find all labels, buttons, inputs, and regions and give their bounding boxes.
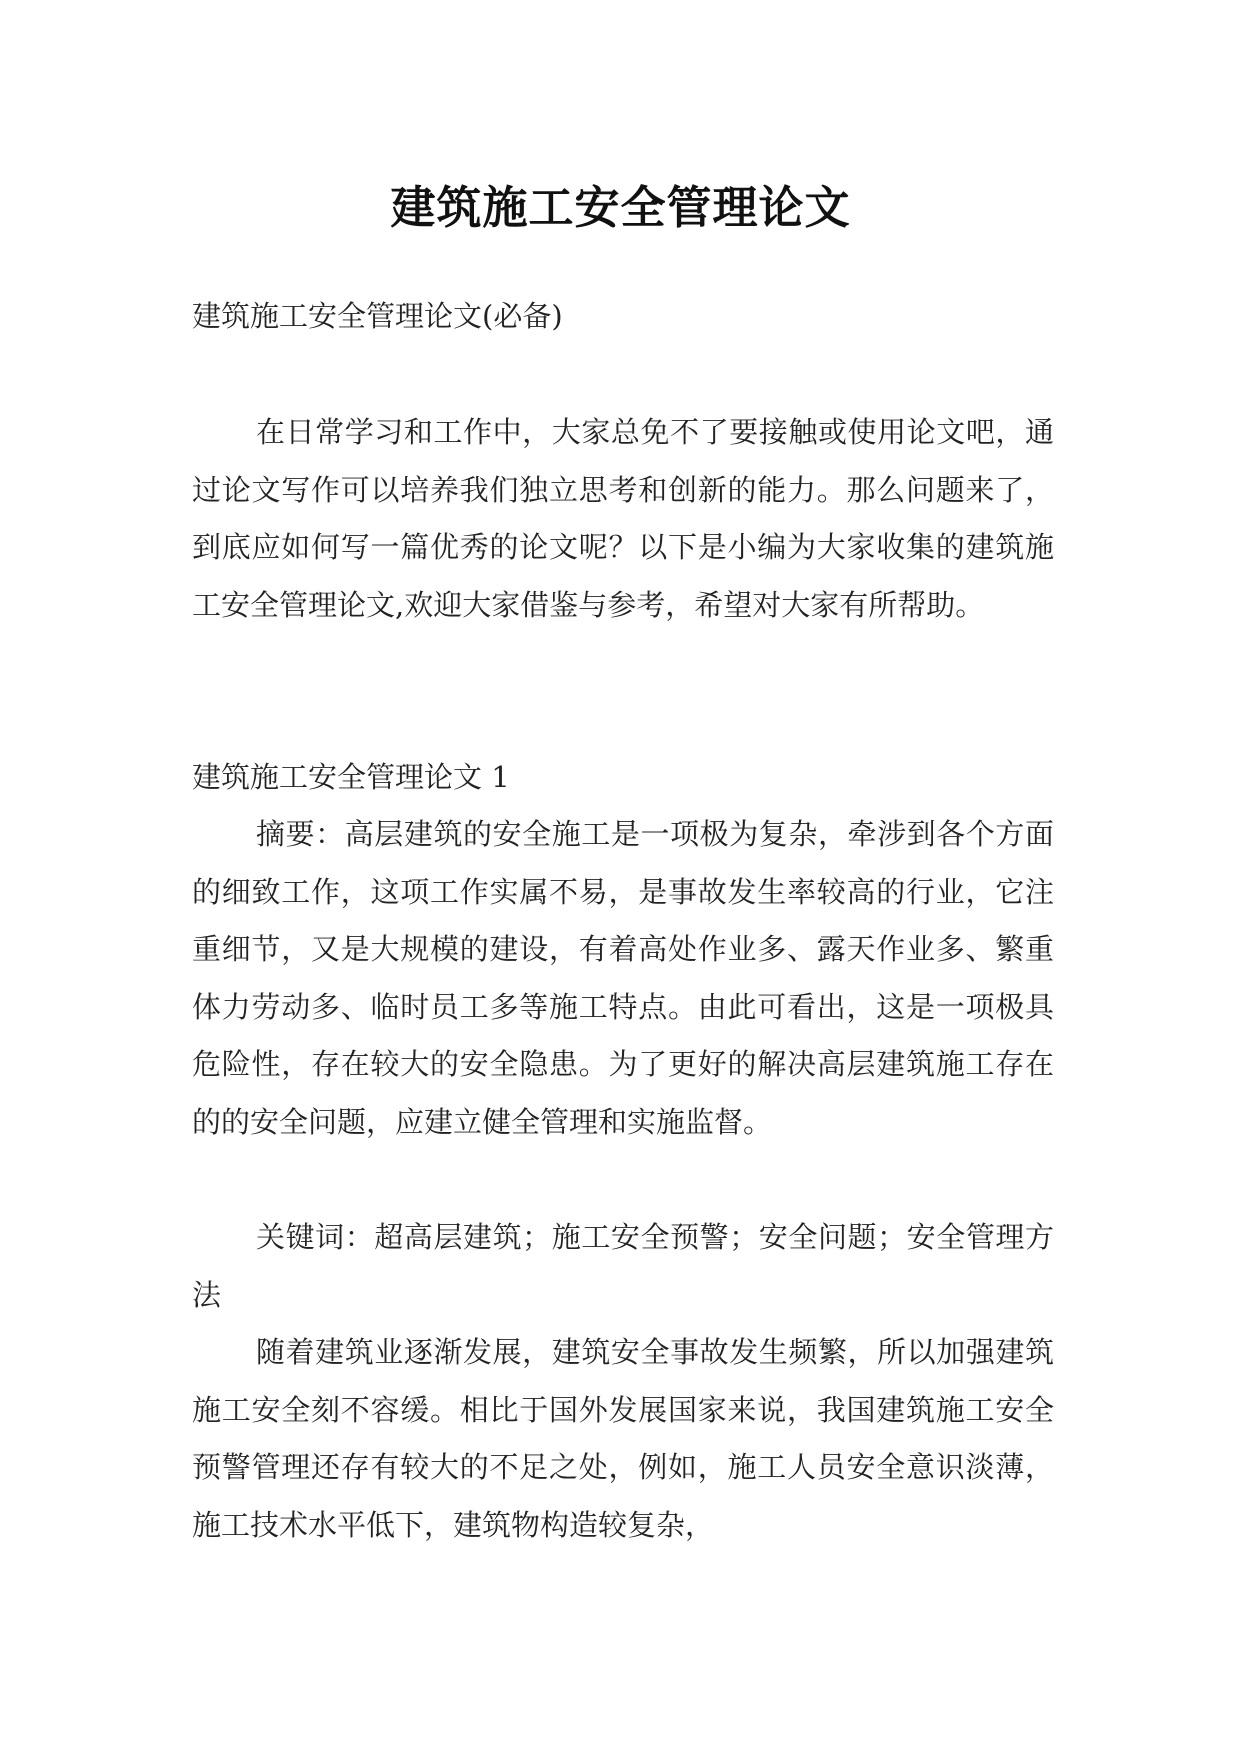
abstract-paragraph: 摘要：高层建筑的安全施工是一项极为复杂，牵涉到各个方面的细致工作，这项工作实属不易，是事故发生率较高的行业，它注重细节，又是大规模的建设，有着高处作业多、露天作业多、繁重体力劳动多、临时员工多等施工特点。由此可看出，这是一项极具危险性，存在较大的安全隐患。为了更好的解决高层建筑施工存在的的安全问题，应建立健全管理和实施监督。 bbox=[192, 817, 1054, 1139]
document-title: 建筑施工安全管理论文 bbox=[390, 181, 851, 235]
keywords-paragraph: 关键词：超高层建筑；施工安全预警；安全问题；安全管理方法 bbox=[192, 1220, 1054, 1312]
document-subtitle: 建筑施工安全管理论文(必备) bbox=[192, 299, 563, 333]
body-paragraph: 随着建筑业逐渐发展，建筑安全事故发生频繁，所以加强建筑施工安全刻不容缓。相比于国外发展国家来说，我国建筑施工安全预警管理还存有较大的不足之处，例如，施工人员安全意识淡薄，施工技术水平低下，建筑物构造较复杂， bbox=[192, 1335, 1054, 1542]
section-heading: 建筑施工安全管理论文 1 bbox=[192, 760, 510, 794]
intro-paragraph: 在日常学习和工作中，大家总免不了要接触或使用论文吧，通过论文写作可以培养我们独立思考和创新的能力。那么问题来了，到底应如何写一篇优秀的论文呢？以下是小编为大家收集的建筑施工安全管理论文,欢迎大家借鉴与参考，希望对大家有所帮助。 bbox=[192, 415, 1054, 622]
